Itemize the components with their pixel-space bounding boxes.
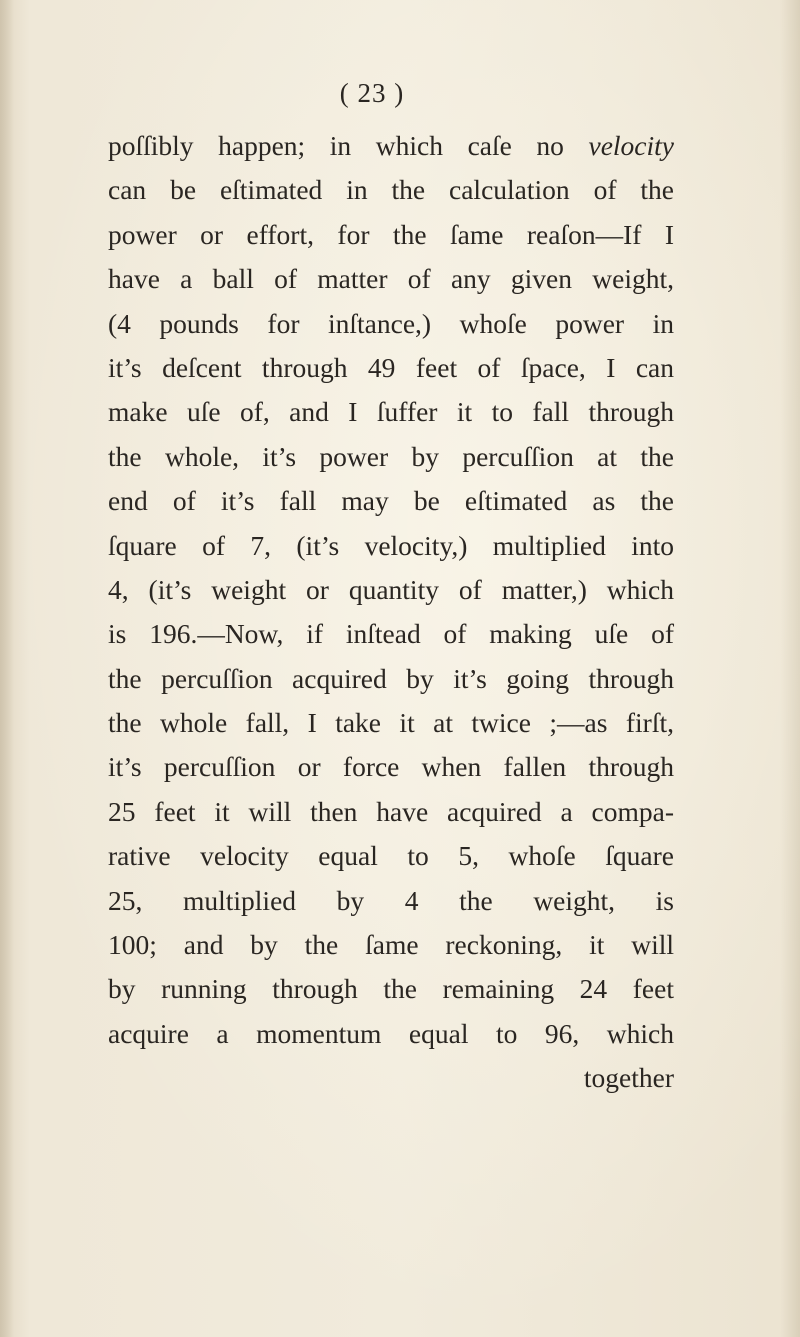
text-line: ſquare of 7, (it’s velocity,) multiplied into	[108, 529, 674, 561]
text-line: end of it’s fall may be eſtimated as the	[108, 485, 674, 517]
catchword: together	[583, 1062, 674, 1094]
text-line: rative velocity equal to 5, whoſe ſquare	[108, 840, 674, 872]
text-line: poſſibly happen; in which caſe no velocity	[108, 130, 674, 161]
text-line: can be eſtimated in the calculation of the	[108, 174, 674, 206]
text-line: make uſe of, and I ſuffer it to fall through	[108, 396, 674, 428]
page-number: ( 23 )	[339, 78, 405, 108]
text-line: 25, multiplied by 4 the weight, is	[108, 884, 674, 916]
text-line: acquire a momentum equal to 96, which	[108, 1017, 674, 1049]
text-line: it’s deſcent through 49 feet of ſpace, I can	[108, 351, 674, 383]
text-line: it’s percuſſion or force when fallen through	[108, 751, 674, 783]
text-line: (4 pounds for inſtance,) whoſe power in	[108, 307, 674, 339]
italic-word: velocity	[588, 130, 674, 161]
text-line: have a ball of matter of any given weight,	[108, 263, 674, 295]
text-line: the percuſſion acquired by it’s going through	[108, 662, 674, 694]
text-line: 4, (it’s weight or quantity of matter,) which	[108, 573, 674, 605]
page-gutter-shadow	[0, 0, 14, 1337]
text-line: by running through the remaining 24 feet	[108, 973, 674, 1005]
text-line: the whole, it’s power by percuſſion at the	[108, 440, 674, 472]
text-line: 25 feet it will then have acquired a compa-	[108, 795, 674, 827]
text-line: power or effort, for the ſame reaſon—If I	[108, 218, 674, 250]
body-text	[108, 124, 674, 1101]
text-line: is 196.—Now, if inſtead of making uſe of	[108, 618, 674, 650]
text-line: the whole fall, I take it at twice ;—as firſt,	[108, 707, 674, 739]
text-line: 100; and by the ſame reckoning, it will	[108, 929, 674, 961]
